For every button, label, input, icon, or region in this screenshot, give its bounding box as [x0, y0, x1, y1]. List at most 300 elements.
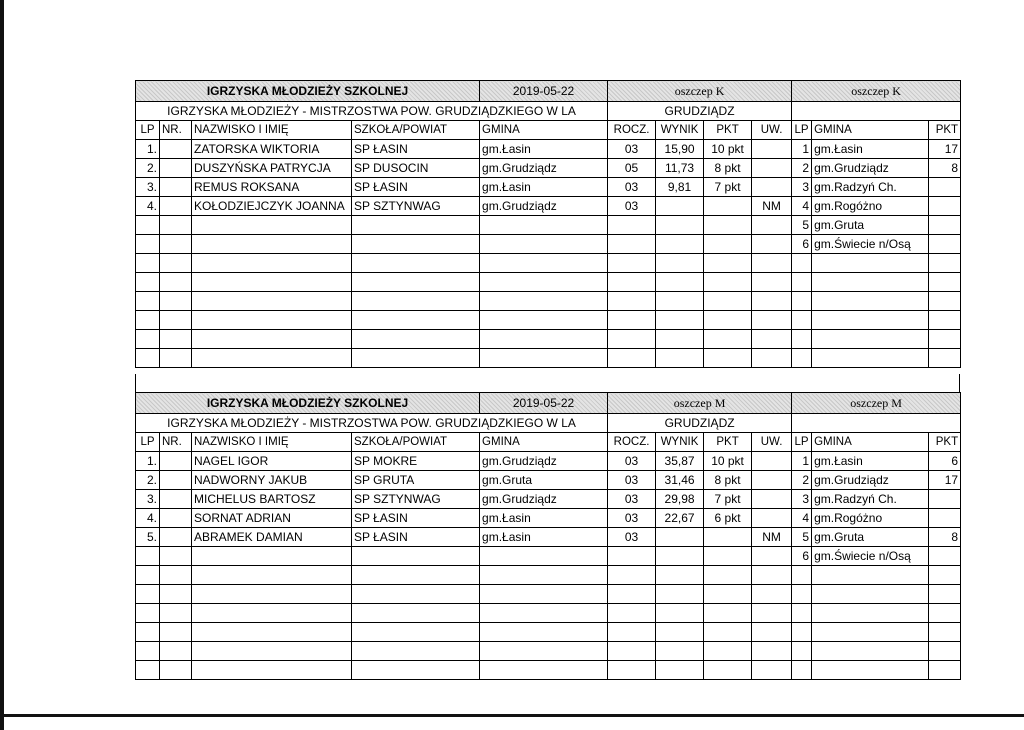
- athlete-year: [608, 642, 656, 661]
- col-header-name: NAZWISKO I IMIĘ: [192, 121, 352, 140]
- athlete-name: [192, 292, 352, 311]
- athlete-result: 9,81: [656, 178, 704, 197]
- athlete-gmina: [480, 311, 608, 330]
- table-row: [136, 471, 961, 490]
- section-gap: [135, 374, 960, 392]
- athlete-nr: [160, 471, 192, 490]
- athlete-year: 03: [608, 140, 656, 159]
- athlete-name: MICHELUS BARTOSZ: [192, 490, 352, 509]
- athlete-lp: [136, 311, 160, 330]
- table-row: [136, 197, 961, 216]
- athlete-gmina: [480, 547, 608, 566]
- athlete-year: [608, 292, 656, 311]
- team-lp: 4: [792, 197, 812, 216]
- team-lp: [792, 661, 812, 680]
- athlete-result: [656, 661, 704, 680]
- athlete-nr: [160, 585, 192, 604]
- athlete-school: SP ŁASIN: [352, 528, 480, 547]
- athlete-year: [608, 330, 656, 349]
- team-points: [929, 197, 961, 216]
- athlete-lp: [136, 216, 160, 235]
- table-row: [136, 216, 961, 235]
- athlete-name: [192, 273, 352, 292]
- city-label: GRUDZIĄDZ: [608, 414, 792, 433]
- athlete-nr: [160, 623, 192, 642]
- athlete-year: 03: [608, 471, 656, 490]
- athlete-school: [352, 604, 480, 623]
- athlete-gmina: gm.Grudziądz: [480, 452, 608, 471]
- athlete-points: 8 pkt: [704, 471, 752, 490]
- team-lp: [792, 273, 812, 292]
- athlete-remark: [752, 159, 792, 178]
- team-points: 6: [929, 452, 961, 471]
- athlete-lp: [136, 254, 160, 273]
- col-header-lp2: LP: [792, 433, 812, 452]
- table-row: [136, 547, 961, 566]
- athlete-gmina: gm.Łasin: [480, 178, 608, 197]
- event-date: 2019-05-22: [480, 393, 608, 414]
- discipline-label: oszczep M: [608, 393, 792, 414]
- col-header-wynik: WYNIK: [656, 433, 704, 452]
- athlete-points: [704, 642, 752, 661]
- athlete-school: [352, 642, 480, 661]
- athlete-name: DUSZYŃSKA PATRYCJA: [192, 159, 352, 178]
- team-lp: 2: [792, 471, 812, 490]
- athlete-remark: [752, 349, 792, 368]
- athlete-result: [656, 235, 704, 254]
- athlete-gmina: [480, 235, 608, 254]
- team-gmina: [812, 566, 929, 585]
- team-gmina: [812, 642, 929, 661]
- athlete-remark: [752, 604, 792, 623]
- team-gmina: [812, 623, 929, 642]
- team-gmina: gm.Świecie n/Osą: [812, 547, 929, 566]
- team-gmina: [812, 273, 929, 292]
- event-date: 2019-05-22: [480, 81, 608, 102]
- table-row: [136, 642, 961, 661]
- athlete-gmina: gm.Łasin: [480, 140, 608, 159]
- athlete-remark: [752, 140, 792, 159]
- team-lp: [792, 292, 812, 311]
- athlete-nr: [160, 140, 192, 159]
- table-row: [136, 311, 961, 330]
- athlete-points: [704, 604, 752, 623]
- col-header-pkt: PKT: [704, 433, 752, 452]
- table-row: [136, 292, 961, 311]
- athlete-nr: [160, 566, 192, 585]
- athlete-lp: [136, 273, 160, 292]
- athlete-lp: 2.: [136, 471, 160, 490]
- results-table: [135, 392, 961, 680]
- athlete-result: [656, 623, 704, 642]
- athlete-points: [704, 235, 752, 254]
- col-header-gmina: GMINA: [480, 433, 608, 452]
- athlete-name: [192, 604, 352, 623]
- team-points: [929, 642, 961, 661]
- team-lp: 3: [792, 178, 812, 197]
- athlete-lp: 3.: [136, 490, 160, 509]
- athlete-points: [704, 311, 752, 330]
- athlete-gmina: gm.Grudziądz: [480, 159, 608, 178]
- athlete-remark: [752, 509, 792, 528]
- athlete-points: 8 pkt: [704, 159, 752, 178]
- athlete-name: [192, 311, 352, 330]
- athlete-lp: [136, 330, 160, 349]
- team-lp: 1: [792, 140, 812, 159]
- athlete-year: [608, 349, 656, 368]
- team-lp: 6: [792, 547, 812, 566]
- athlete-year: [608, 273, 656, 292]
- team-lp: 4: [792, 509, 812, 528]
- team-gmina: gm.Świecie n/Osą: [812, 235, 929, 254]
- athlete-year: [608, 661, 656, 680]
- athlete-school: SP ŁASIN: [352, 140, 480, 159]
- athlete-nr: [160, 349, 192, 368]
- col-header-rocz: ROCZ.: [608, 433, 656, 452]
- col-header-uw: UW.: [752, 433, 792, 452]
- athlete-year: [608, 623, 656, 642]
- athlete-school: [352, 623, 480, 642]
- athlete-gmina: [480, 661, 608, 680]
- team-lp: 2: [792, 159, 812, 178]
- team-gmina: [812, 349, 929, 368]
- athlete-gmina: gm.Łasin: [480, 509, 608, 528]
- athlete-school: [352, 292, 480, 311]
- athlete-year: 03: [608, 528, 656, 547]
- athlete-remark: [752, 216, 792, 235]
- athlete-points: 7 pkt: [704, 490, 752, 509]
- athlete-result: [656, 585, 704, 604]
- col-header-gmina: GMINA: [480, 121, 608, 140]
- athlete-school: SP ŁASIN: [352, 178, 480, 197]
- athlete-points: 6 pkt: [704, 509, 752, 528]
- athlete-points: [704, 273, 752, 292]
- team-lp: 1: [792, 452, 812, 471]
- athlete-result: 31,46: [656, 471, 704, 490]
- athlete-remark: [752, 311, 792, 330]
- athlete-gmina: [480, 273, 608, 292]
- team-points: [929, 623, 961, 642]
- event-title: IGRZYSKA MŁODZIEŻY SZKOLNEJ: [136, 393, 480, 414]
- scan-edge-bottom: [4, 714, 1024, 717]
- athlete-gmina: [480, 604, 608, 623]
- table-row: [136, 604, 961, 623]
- team-points: [929, 254, 961, 273]
- athlete-gmina: [480, 330, 608, 349]
- athlete-name: NADWORNY JAKUB: [192, 471, 352, 490]
- athlete-points: [704, 566, 752, 585]
- table-row: [136, 159, 961, 178]
- athlete-school: [352, 547, 480, 566]
- col-header-gmina2: GMINA: [812, 121, 929, 140]
- athlete-gmina: [480, 254, 608, 273]
- athlete-name: [192, 254, 352, 273]
- athlete-remark: NM: [752, 528, 792, 547]
- team-points: [929, 292, 961, 311]
- team-gmina: gm.Łasin: [812, 140, 929, 159]
- team-gmina: [812, 604, 929, 623]
- athlete-name: ZATORSKA WIKTORIA: [192, 140, 352, 159]
- athlete-year: [608, 604, 656, 623]
- col-header-lp: LP: [136, 121, 160, 140]
- table-row: [136, 490, 961, 509]
- col-header-wynik: WYNIK: [656, 121, 704, 140]
- athlete-gmina: [480, 642, 608, 661]
- athlete-lp: 1.: [136, 452, 160, 471]
- athlete-lp: 1.: [136, 140, 160, 159]
- athlete-name: [192, 623, 352, 642]
- athlete-result: [656, 547, 704, 566]
- athlete-name: [192, 235, 352, 254]
- athlete-points: [704, 547, 752, 566]
- discipline-label: oszczep K: [608, 81, 792, 102]
- athlete-gmina: [480, 566, 608, 585]
- team-gmina: gm.Grudziądz: [812, 159, 929, 178]
- team-lp: [792, 585, 812, 604]
- athlete-school: [352, 585, 480, 604]
- athlete-gmina: [480, 585, 608, 604]
- col-header-school: SZKOŁA/POWIAT: [352, 433, 480, 452]
- athlete-points: 10 pkt: [704, 140, 752, 159]
- athlete-lp: [136, 566, 160, 585]
- col-header-nr: NR.: [160, 121, 192, 140]
- table-row: [136, 273, 961, 292]
- team-gmina: [812, 254, 929, 273]
- athlete-remark: [752, 330, 792, 349]
- athlete-points: [704, 585, 752, 604]
- athlete-name: REMUS ROKSANA: [192, 178, 352, 197]
- subtitle-row: [136, 102, 961, 121]
- athlete-remark: [752, 623, 792, 642]
- athlete-lp: 2.: [136, 159, 160, 178]
- athlete-remark: [752, 585, 792, 604]
- col-header-gmina2: GMINA: [812, 433, 929, 452]
- discipline-label-right: oszczep K: [792, 81, 961, 102]
- athlete-school: SP DUSOCIN: [352, 159, 480, 178]
- team-points: [929, 311, 961, 330]
- team-points: [929, 566, 961, 585]
- team-gmina: gm.Rogóżno: [812, 509, 929, 528]
- athlete-remark: [752, 273, 792, 292]
- athlete-name: ABRAMEK DAMIAN: [192, 528, 352, 547]
- team-points: 17: [929, 471, 961, 490]
- athlete-remark: [752, 254, 792, 273]
- team-gmina: gm.Rogóżno: [812, 197, 929, 216]
- team-lp: [792, 330, 812, 349]
- athlete-remark: [752, 178, 792, 197]
- athlete-result: [656, 566, 704, 585]
- athlete-name: [192, 349, 352, 368]
- results-sheet-men: [135, 392, 960, 680]
- athlete-year: [608, 216, 656, 235]
- team-gmina: [812, 292, 929, 311]
- athlete-year: 03: [608, 178, 656, 197]
- team-points: [929, 661, 961, 680]
- athlete-lp: 3.: [136, 178, 160, 197]
- athlete-gmina: [480, 623, 608, 642]
- athlete-lp: [136, 642, 160, 661]
- athlete-remark: [752, 452, 792, 471]
- team-points: [929, 178, 961, 197]
- col-header-lp2: LP: [792, 121, 812, 140]
- team-gmina: [812, 330, 929, 349]
- col-header-pkt2: PKT: [929, 433, 961, 452]
- athlete-result: [656, 254, 704, 273]
- table-row: [136, 528, 961, 547]
- athlete-result: [656, 528, 704, 547]
- team-gmina: gm.Radzyń Ch.: [812, 490, 929, 509]
- athlete-result: 29,98: [656, 490, 704, 509]
- team-lp: 5: [792, 528, 812, 547]
- athlete-points: [704, 330, 752, 349]
- athlete-school: SP ŁASIN: [352, 509, 480, 528]
- athlete-school: [352, 235, 480, 254]
- athlete-name: KOŁODZIEJCZYK JOANNA: [192, 197, 352, 216]
- athlete-year: [608, 311, 656, 330]
- col-header-lp: LP: [136, 433, 160, 452]
- athlete-nr: [160, 642, 192, 661]
- athlete-school: [352, 254, 480, 273]
- team-gmina: gm.Radzyń Ch.: [812, 178, 929, 197]
- team-lp: 6: [792, 235, 812, 254]
- results-table: [135, 80, 961, 368]
- team-lp: [792, 254, 812, 273]
- athlete-lp: [136, 235, 160, 254]
- team-points: [929, 273, 961, 292]
- athlete-school: [352, 349, 480, 368]
- athlete-year: [608, 547, 656, 566]
- athlete-name: NAGEL IGOR: [192, 452, 352, 471]
- athlete-lp: [136, 547, 160, 566]
- athlete-school: [352, 566, 480, 585]
- athlete-year: [608, 585, 656, 604]
- athlete-nr: [160, 254, 192, 273]
- column-headers: [136, 121, 961, 140]
- athlete-result: 15,90: [656, 140, 704, 159]
- athlete-nr: [160, 661, 192, 680]
- table-row: [136, 178, 961, 197]
- athlete-remark: NM: [752, 197, 792, 216]
- athlete-nr: [160, 547, 192, 566]
- athlete-result: [656, 330, 704, 349]
- team-lp: [792, 311, 812, 330]
- city-label: GRUDZIĄDZ: [608, 102, 792, 121]
- athlete-remark: [752, 471, 792, 490]
- table-row: [136, 330, 961, 349]
- athlete-school: [352, 311, 480, 330]
- header-row: [136, 393, 961, 414]
- column-headers: [136, 433, 961, 452]
- athlete-remark: [752, 547, 792, 566]
- athlete-result: [656, 273, 704, 292]
- athlete-lp: [136, 349, 160, 368]
- event-title: IGRZYSKA MŁODZIEŻY SZKOLNEJ: [136, 81, 480, 102]
- athlete-remark: [752, 490, 792, 509]
- athlete-year: [608, 254, 656, 273]
- athlete-result: [656, 311, 704, 330]
- athlete-school: [352, 273, 480, 292]
- athlete-remark: [752, 661, 792, 680]
- athlete-points: [704, 623, 752, 642]
- competition-subtitle: IGRZYSKA MŁODZIEŻY - MISTRZOSTWA POW. GRUDZIĄDZKIEGO W LA: [136, 414, 608, 433]
- athlete-points: [704, 197, 752, 216]
- athlete-result: 22,67: [656, 509, 704, 528]
- athlete-name: [192, 661, 352, 680]
- team-lp: [792, 566, 812, 585]
- athlete-year: [608, 566, 656, 585]
- team-gmina: gm.Łasin: [812, 452, 929, 471]
- athlete-gmina: [480, 349, 608, 368]
- athlete-result: 35,87: [656, 452, 704, 471]
- athlete-lp: [136, 623, 160, 642]
- discipline-label-right: oszczep M: [792, 393, 961, 414]
- team-points: 17: [929, 140, 961, 159]
- athlete-remark: [752, 235, 792, 254]
- athlete-year: 05: [608, 159, 656, 178]
- competition-subtitle: IGRZYSKA MŁODZIEŻY - MISTRZOSTWA POW. GRUDZIĄDZKIEGO W LA: [136, 102, 608, 121]
- athlete-points: [704, 661, 752, 680]
- team-points: [929, 216, 961, 235]
- col-header-name: NAZWISKO I IMIĘ: [192, 433, 352, 452]
- team-lp: 5: [792, 216, 812, 235]
- subtitle-row: [136, 414, 961, 433]
- athlete-nr: [160, 178, 192, 197]
- col-header-pkt2: PKT: [929, 121, 961, 140]
- team-gmina: [812, 311, 929, 330]
- results-sheet-women: [135, 80, 960, 368]
- athlete-gmina: [480, 292, 608, 311]
- athlete-lp: 5.: [136, 528, 160, 547]
- athlete-gmina: gm.Łasin: [480, 528, 608, 547]
- table-row: [136, 452, 961, 471]
- athlete-year: 03: [608, 452, 656, 471]
- athlete-points: [704, 292, 752, 311]
- table-row: [136, 585, 961, 604]
- team-points: [929, 547, 961, 566]
- athlete-points: 10 pkt: [704, 452, 752, 471]
- athlete-school: [352, 216, 480, 235]
- team-points: 8: [929, 159, 961, 178]
- team-points: [929, 585, 961, 604]
- team-points: [929, 330, 961, 349]
- table-row: [136, 254, 961, 273]
- team-lp: [792, 642, 812, 661]
- athlete-school: SP MOKRE: [352, 452, 480, 471]
- athlete-name: [192, 642, 352, 661]
- athlete-name: [192, 330, 352, 349]
- athlete-name: [192, 566, 352, 585]
- team-points: [929, 235, 961, 254]
- athlete-year: [608, 235, 656, 254]
- table-row: [136, 509, 961, 528]
- table-row: [136, 623, 961, 642]
- athlete-nr: [160, 273, 192, 292]
- athlete-nr: [160, 330, 192, 349]
- team-points: [929, 509, 961, 528]
- athlete-lp: [136, 292, 160, 311]
- athlete-nr: [160, 311, 192, 330]
- athlete-name: [192, 585, 352, 604]
- athlete-points: [704, 349, 752, 368]
- team-lp: [792, 623, 812, 642]
- athlete-result: [656, 349, 704, 368]
- col-header-school: SZKOŁA/POWIAT: [352, 121, 480, 140]
- athlete-gmina: gm.Gruta: [480, 471, 608, 490]
- team-lp: [792, 349, 812, 368]
- team-lp: [792, 604, 812, 623]
- athlete-lp: 4.: [136, 197, 160, 216]
- athlete-points: [704, 254, 752, 273]
